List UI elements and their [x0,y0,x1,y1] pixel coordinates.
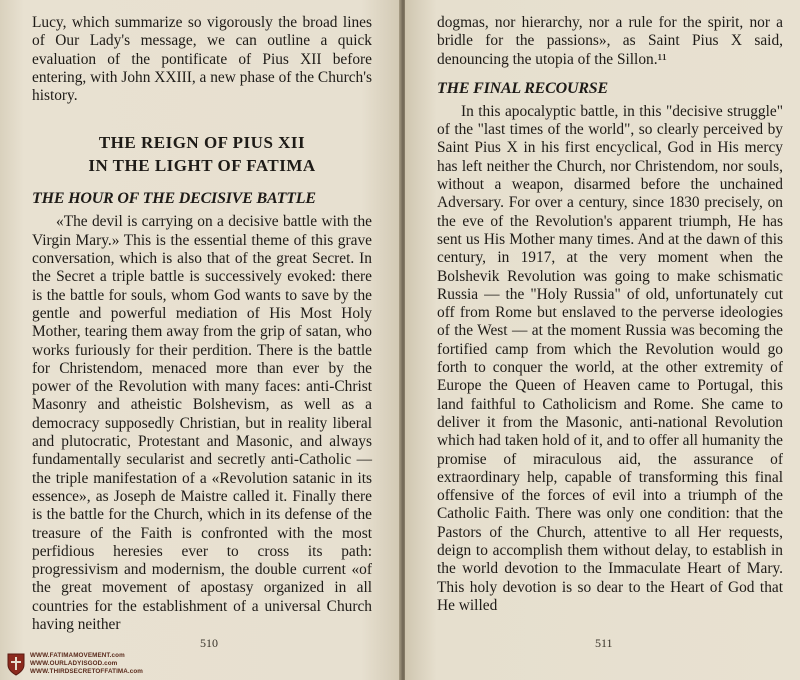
left-intro-paragraph: Lucy, which summarize so vigorously the broad lines of Our Lady's message, we can outline a quick evaluation of the pontificate of Pius XII before entering, with John XXIII, a new phase of the Church's history. [32,14,372,105]
section-heading-decisive-battle: THE HOUR OF THE DECISIVE BATTLE [32,190,316,208]
fatima-crest-icon [6,652,26,676]
right-text-column [437,14,783,615]
website-footer [0,648,200,680]
left-text-column [32,14,372,634]
right-body-paragraph: In this apocalyptic battle, in this "decisive struggle" of the "last times of the world", so clearly perceived by Saint Pius X in his first encyclical, God in His mercy has left neither the Church, nor Christendom, nor souls, without a weapon, disarmed before the unchained Adversary. For over a century, since 1830 precisely, on the eve of the Revolution's apparent triumph, He has sent us His Mother many times. And at the dawn of this century, in 1917, at the very moment when the Bolshevik Revolution was going to make schismatic Russia — the "Holy Russia" of old, unfortunately cut off from Rome but enslaved to the perverse ideologies of the West — at the moment Russia was becoming the fortified camp from which the Revolution would go forth to conquer the world, at the other extremity of Europe the Queen of Heaven came to Portugal, this land faithful to Catholicism and Rome. She came to deliver it from the Masonic, anti-national Revolution which had taken hold of it, and to offer all humanity the promise of miraculous aid, the assurance of extraordinary help, capable of transforming this final offensive of the forces of evil into a triumph of the Catholic Faith. There was only one condition: that the Pastors of the Church, attentive to all Her requests, deign to accomplish them without delay, to establish in the world devotion to the Immaculate Heart of Mary. This holy devotion is so dear to the Heart of God that He willed [437,102,783,614]
chapter-title-line-2: IN THE LIGHT OF FATIMA [88,156,316,176]
footer-link-thirdsecret[interactable]: WWW.THIRDSECRETOFFATIMA.com [30,668,144,675]
chapter-title [32,131,372,177]
footer-link-fatimamovement[interactable]: WWW.FATIMAMOVEMENT.com [30,652,125,659]
footer-url-list [30,652,143,676]
page-number-left: 510 [200,636,218,650]
footer-link-ourladyisgod[interactable]: WWW.OURLADYISGOD.com [30,660,118,667]
right-page [405,0,800,680]
chapter-title-line-1: THE REIGN OF PIUS XII [98,133,306,153]
left-body-paragraph: «The devil is carrying on a decisive battle with the Virgin Mary.» This is the essential theme of this grave conversation, which is also that of the great Secret. In the Secret a triple battle is successively evoked: there is the battle for souls, whom God wants to save by the gentle and powerful mediation of His Most Holy Mother, tearing them away from the grip of satan, who works furiously for their perdition. There is the battle for Christendom, menaced more than ever by the power of the Revolution with many faces: anti-Christ Masonry and atheistic Bolshevism, as well as a democracy supposedly Christian, but in reality liberal and plutocratic, Protestant and Masonic, and always fundamentally secularist and secretly anti-Catholic — the triple manifestation of a «Revolution satanic in its essence», as Joseph de Maistre called it. Finally there is the battle for the Church, which in its defense of the treasure of the Faith is confronted with the most perfidious heresies ever to cross its path: progressivism and modernism, the double current «of the great movement of apostasy organized in all countries for the establishment of a universal Church having neither [32,213,372,634]
page-number-right: 511 [595,636,613,650]
right-intro-paragraph: dogmas, nor hierarchy, nor a rule for the spirit, nor a bridle for the passions», as Saint Pius X said, denouncing the utopia of the Sillon.¹¹ [437,14,783,68]
section-heading-final-recourse: THE FINAL RECOURSE [437,79,608,97]
